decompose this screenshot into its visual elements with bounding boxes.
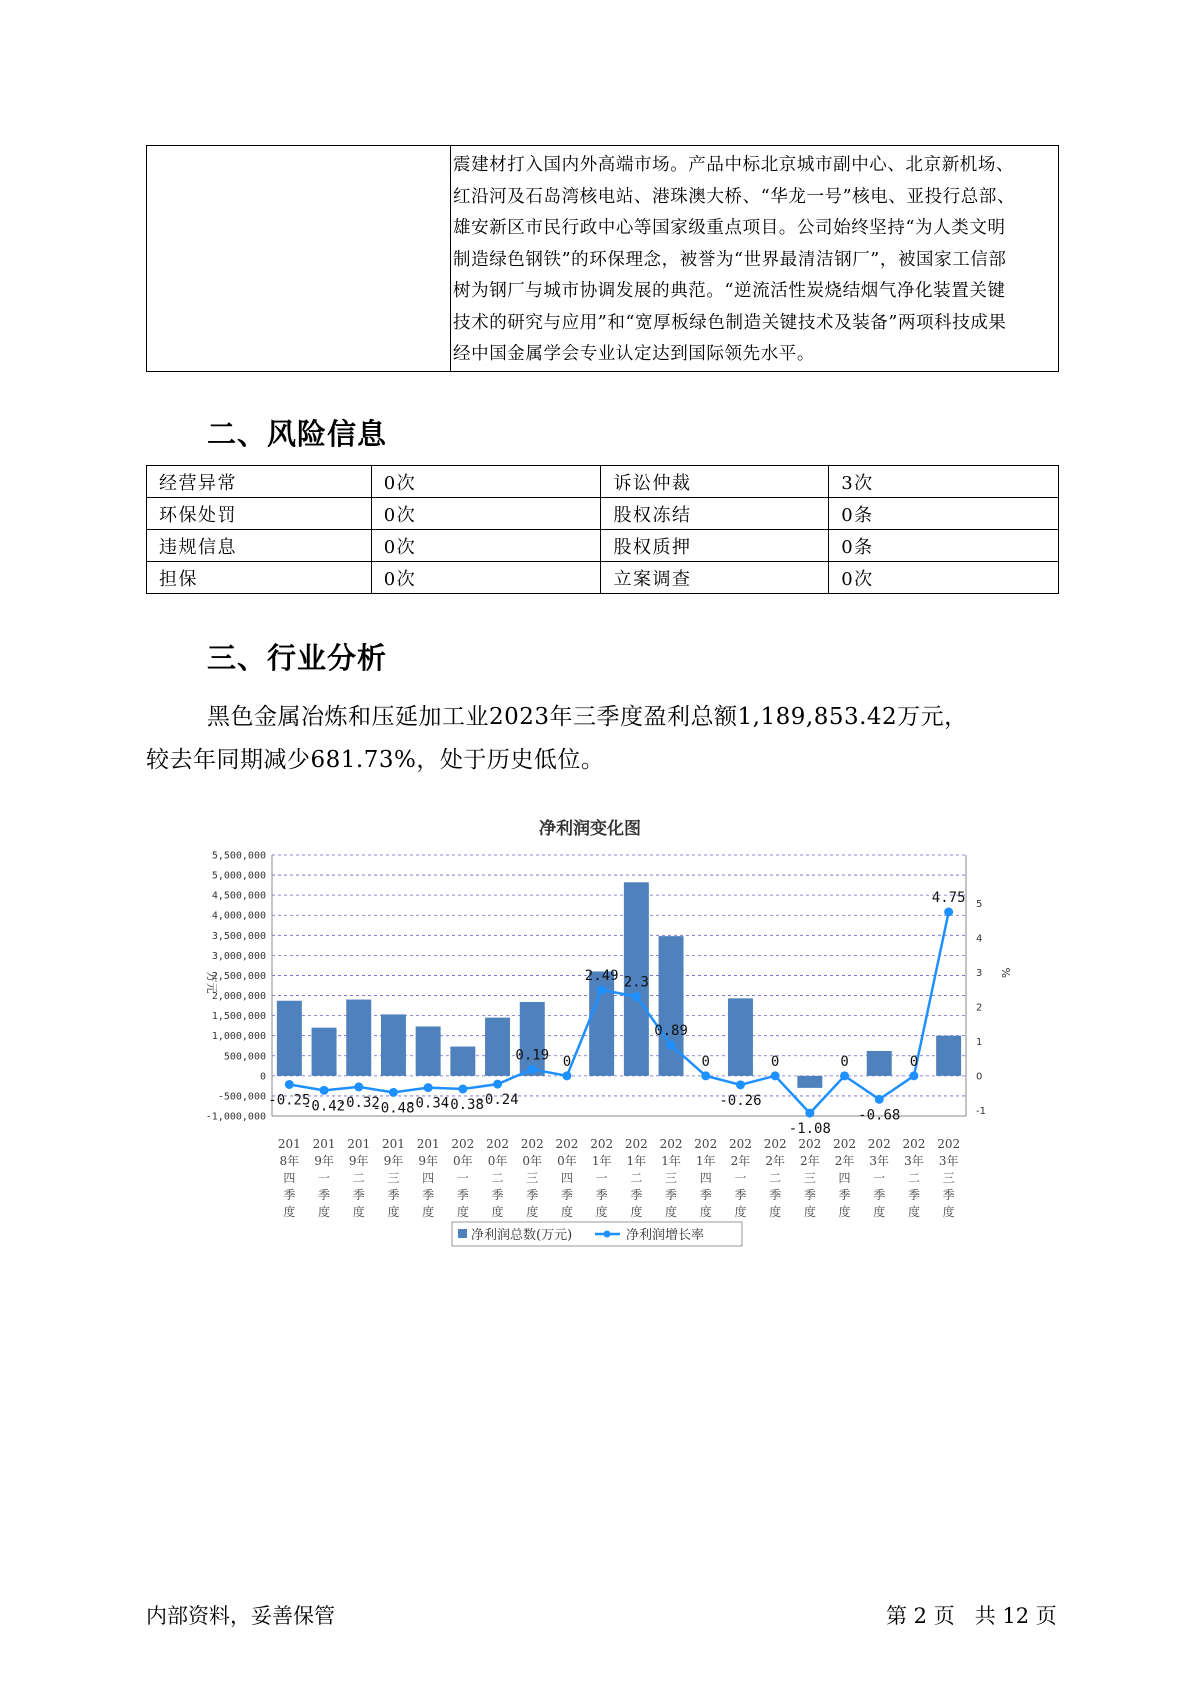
bar (520, 1002, 545, 1076)
data-label: -0.32 (337, 1094, 380, 1111)
bar (450, 1047, 475, 1076)
x-tick-label: 202 (937, 1137, 961, 1151)
x-tick-label: 季 (283, 1188, 296, 1202)
intro-line: 震建材打入国内外高端市场。产品中标北京城市副中心、北京新机场、 (453, 155, 1015, 175)
data-label: -1.08 (788, 1121, 831, 1138)
intro-line: 经中国金属学会专业认定达到国际领先水平。 (453, 344, 815, 364)
x-tick-label: 季 (456, 1188, 469, 1202)
x-tick-label: 季 (699, 1188, 712, 1202)
y-axis-label: 万元 (205, 971, 218, 994)
x-tick-label: 季 (630, 1188, 643, 1202)
x-tick-label: 202 (902, 1137, 926, 1151)
growth-point (840, 1071, 849, 1080)
y-tick-label: 1,000,000 (211, 1031, 266, 1043)
table-row (147, 562, 1059, 594)
x-tick-label: 一 (873, 1171, 886, 1185)
x-tick-label: 202 (867, 1137, 891, 1151)
x-tick-label: 三 (803, 1171, 816, 1185)
x-tick-label: 度 (595, 1205, 608, 1219)
bar (312, 1028, 337, 1076)
risk-value: 0次 (371, 562, 601, 594)
table-row (147, 498, 1059, 530)
x-tick-label: 202 (694, 1137, 718, 1151)
x-tick-label: 0年 (487, 1154, 508, 1168)
footer-confidential: 内部资料，妥善保管 (146, 1604, 335, 1628)
data-label: 0.19 (515, 1047, 550, 1064)
y-tick-label: 2,500,000 (211, 970, 266, 982)
data-label: -0.26 (719, 1092, 762, 1109)
growth-point (909, 1071, 918, 1080)
bar (381, 1014, 406, 1075)
x-tick-label: 四 (560, 1171, 573, 1185)
x-tick-label: 201 (277, 1137, 301, 1151)
risk-label: 担保 (147, 562, 372, 594)
x-tick-label: 9年 (418, 1154, 438, 1168)
x-tick-label: 202 (624, 1137, 648, 1151)
growth-point (667, 1041, 676, 1050)
growth-point (354, 1082, 363, 1091)
y-tick-label: 4,000,000 (211, 910, 266, 922)
x-tick-label: 202 (833, 1137, 857, 1151)
growth-point (771, 1071, 780, 1080)
x-tick-label: 202 (659, 1137, 683, 1151)
x-tick-label: 202 (728, 1137, 752, 1151)
x-tick-label: 一 (734, 1171, 747, 1185)
x-tick-label: 0年 (522, 1154, 543, 1168)
x-tick-label: 三 (387, 1171, 400, 1185)
y2-tick-label: 1 (976, 1036, 983, 1048)
growth-point (493, 1080, 502, 1089)
y-tick-label: 1,500,000 (211, 1011, 266, 1023)
data-label: 0 (909, 1053, 919, 1070)
table-row (147, 466, 1059, 498)
data-label: -0.48 (372, 1100, 415, 1117)
x-tick-label: 二 (491, 1171, 504, 1185)
bar (416, 1026, 441, 1075)
growth-point (424, 1083, 433, 1092)
x-tick-label: 季 (560, 1188, 573, 1202)
y2-tick-label: 0 (976, 1071, 983, 1083)
x-tick-label: 季 (491, 1188, 504, 1202)
bar (659, 936, 684, 1076)
x-tick-label: 度 (318, 1205, 331, 1219)
x-tick-label: 2年 (730, 1154, 751, 1168)
x-tick-label: 201 (347, 1137, 371, 1151)
intro-line: 红沿河及石岛湾核电站、港珠澳大桥、“华龙一号”核电、亚投行总部、 (453, 186, 1016, 207)
x-tick-label: 度 (769, 1205, 782, 1219)
intro-table (146, 145, 1059, 372)
x-tick-label: 1年 (661, 1154, 681, 1168)
legend-line-marker (604, 1231, 611, 1238)
growth-point (528, 1065, 537, 1074)
x-tick-label: 季 (769, 1188, 782, 1202)
y2-tick-label: 5 (976, 898, 983, 910)
data-label: -0.25 (268, 1092, 311, 1109)
x-tick-label: 202 (555, 1137, 579, 1151)
y-tick-label: 2,000,000 (211, 991, 266, 1003)
page-number: 第 2 页 共 12 页 (886, 1604, 1057, 1628)
x-tick-label: 季 (526, 1188, 539, 1202)
x-tick-label: 二 (907, 1171, 920, 1185)
net-profit-chart (190, 808, 1012, 1268)
data-label: -0.24 (476, 1092, 519, 1109)
x-tick-label: 0年 (453, 1154, 473, 1168)
growth-point (944, 907, 953, 916)
x-tick-label: 季 (873, 1188, 886, 1202)
x-tick-label: 度 (560, 1205, 573, 1219)
industry-paragraph-line1: 黑色金属冶炼和压延加工业2023年三季度盈利总额1,189,853.42万元， (207, 704, 968, 730)
risk-value: 0次 (829, 562, 1059, 594)
x-tick-label: 季 (907, 1188, 920, 1202)
y-tick-label: 5,000,000 (211, 870, 266, 882)
bar (346, 1000, 371, 1076)
growth-point (458, 1084, 467, 1093)
growth-point (701, 1071, 710, 1080)
x-tick-label: 度 (803, 1205, 816, 1219)
risk-label: 诉讼仲裁 (601, 466, 829, 498)
x-tick-label: 四 (283, 1171, 296, 1185)
y-tick-label: 0 (259, 1071, 266, 1083)
x-tick-label: 202 (590, 1137, 614, 1151)
intro-table-content-cell (453, 150, 1053, 371)
x-tick-label: 9年 (348, 1154, 369, 1168)
x-tick-label: 季 (387, 1188, 400, 1202)
intro-line: 技术的研究与应用”和“宽厚板绿色制造关键技术及装备”两项科技成果 (453, 312, 1007, 333)
x-tick-label: 2年 (834, 1154, 855, 1168)
chart-svg (190, 808, 1012, 1268)
x-tick-label: 一 (318, 1171, 331, 1185)
x-tick-label: 度 (456, 1205, 469, 1219)
x-tick-label: 季 (838, 1188, 851, 1202)
risk-label: 股权质押 (601, 530, 829, 562)
x-tick-label: 202 (451, 1137, 475, 1151)
risk-heading: 二、风险信息 (207, 417, 388, 451)
x-tick-label: 一 (456, 1171, 469, 1185)
x-tick-label: 度 (387, 1205, 400, 1219)
data-label: -0.38 (441, 1096, 484, 1113)
intro-line: 树为钢厂与城市协调发展的典范。“逆流活性炭烧结烟气净化装置关键 (453, 281, 1006, 301)
industry-heading: 三、行业分析 (207, 641, 388, 675)
legend-bar-label: 净利润总数(万元) (471, 1228, 573, 1243)
x-tick-label: 二 (630, 1171, 643, 1185)
x-tick-label: 三 (526, 1171, 539, 1185)
x-tick-label: 四 (422, 1171, 435, 1185)
growth-point (805, 1109, 814, 1118)
x-tick-label: 度 (907, 1205, 920, 1219)
x-tick-label: 季 (595, 1188, 608, 1202)
growth-point (736, 1080, 745, 1089)
x-tick-label: 季 (422, 1188, 435, 1202)
x-tick-label: 9年 (314, 1154, 334, 1168)
y2-tick-label: 3 (976, 967, 983, 979)
legend-bar-swatch (458, 1229, 467, 1238)
intro-line: 制造绿色钢铁”的环保理念，被誉为“世界最清洁钢厂”，被国家工信部 (453, 249, 1007, 270)
intro-line: 雄安新区市民行政中心等国家级重点项目。公司始终坚持“为人类文明 (453, 218, 1006, 238)
x-tick-label: 202 (798, 1137, 822, 1151)
data-label: 0 (701, 1053, 710, 1070)
growth-point (597, 985, 606, 994)
x-tick-label: 二 (769, 1171, 782, 1185)
x-tick-label: 202 (520, 1137, 544, 1151)
x-tick-label: 度 (491, 1205, 504, 1219)
x-tick-label: 季 (942, 1188, 955, 1202)
bar (797, 1076, 822, 1088)
x-tick-label: 三 (665, 1171, 678, 1185)
growth-point (875, 1095, 884, 1104)
y-tick-label: 3,500,000 (211, 930, 266, 942)
x-tick-label: 度 (873, 1205, 886, 1219)
x-tick-label: 度 (422, 1205, 435, 1219)
data-label: 2.49 (584, 967, 619, 984)
x-tick-label: 四 (699, 1171, 712, 1185)
bar (936, 1036, 961, 1076)
bar (867, 1051, 892, 1076)
y2-tick-label: 4 (976, 933, 983, 945)
growth-point (389, 1088, 398, 1097)
chart-title: 净利润变化图 (539, 819, 641, 839)
legend-line-label: 净利润增长率 (626, 1228, 705, 1243)
bar (485, 1018, 510, 1076)
bar (728, 998, 753, 1075)
x-tick-label: 季 (665, 1188, 678, 1202)
x-tick-label: 9年 (383, 1154, 404, 1168)
x-tick-label: 201 (381, 1137, 405, 1151)
risk-table (146, 465, 1059, 594)
y2-tick-label: -1 (976, 1105, 986, 1117)
table-row (147, 530, 1059, 562)
x-tick-label: 度 (283, 1205, 296, 1219)
y2-tick-label: 2 (976, 1002, 983, 1014)
x-tick-label: 201 (416, 1137, 440, 1151)
y-tick-label: -500,000 (217, 1091, 266, 1103)
data-label: -0.42 (302, 1098, 346, 1115)
x-tick-label: 202 (486, 1137, 510, 1151)
x-tick-label: 二 (352, 1171, 365, 1185)
risk-label: 经营异常 (147, 466, 372, 498)
growth-line (289, 912, 948, 1113)
x-tick-label: 季 (352, 1188, 365, 1202)
x-tick-label: 度 (838, 1205, 851, 1219)
x-tick-label: 2年 (765, 1154, 785, 1168)
risk-value: 0条 (829, 498, 1059, 530)
x-tick-label: 三 (942, 1171, 955, 1185)
growth-point (632, 992, 641, 1001)
x-tick-label: 8年 (279, 1154, 300, 1168)
bar (277, 1001, 302, 1076)
x-tick-label: 202 (763, 1137, 787, 1151)
x-tick-label: 1年 (695, 1154, 716, 1168)
growth-point (285, 1080, 294, 1089)
x-tick-label: 度 (734, 1205, 747, 1219)
risk-value: 3次 (829, 466, 1059, 498)
x-tick-label: 1年 (626, 1154, 647, 1168)
x-tick-label: 201 (312, 1137, 336, 1151)
y-tick-label: -1,000,000 (205, 1111, 266, 1123)
data-label: 0 (840, 1053, 849, 1070)
growth-point (562, 1071, 571, 1080)
x-tick-label: 3年 (869, 1154, 890, 1168)
x-tick-label: 度 (526, 1205, 539, 1219)
x-tick-label: 2年 (800, 1154, 820, 1168)
x-tick-label: 度 (699, 1205, 712, 1219)
data-label: 0.89 (654, 1023, 688, 1040)
risk-value: 0条 (829, 530, 1059, 562)
growth-point (320, 1086, 329, 1095)
risk-label: 违规信息 (147, 530, 372, 562)
risk-value: 0次 (371, 466, 601, 498)
x-tick-label: 度 (665, 1205, 678, 1219)
x-tick-label: 3年 (938, 1154, 959, 1168)
data-label: 0 (770, 1053, 780, 1070)
x-tick-label: 度 (942, 1205, 955, 1219)
data-label: 0 (562, 1053, 572, 1070)
x-tick-label: 度 (352, 1205, 365, 1219)
risk-label: 立案调查 (601, 562, 829, 594)
y-tick-label: 5,500,000 (211, 850, 266, 862)
x-tick-label: 1年 (591, 1154, 612, 1168)
x-tick-label: 3年 (904, 1154, 924, 1168)
data-label: 4.75 (931, 889, 966, 906)
risk-value: 0次 (371, 498, 601, 530)
x-tick-label: 季 (318, 1188, 331, 1202)
y2-axis-label: % (999, 967, 1012, 978)
x-tick-label: 季 (734, 1188, 747, 1202)
risk-label: 环保处罚 (147, 498, 372, 530)
data-label: 2.3 (623, 974, 649, 991)
x-tick-label: 一 (595, 1171, 608, 1185)
industry-paragraph-line2: 较去年同期减少681.73%，处于历史低位。 (146, 747, 605, 773)
risk-label: 股权冻结 (601, 498, 829, 530)
y-tick-label: 500,000 (223, 1051, 266, 1063)
data-label: -0.34 (407, 1095, 450, 1112)
data-label: -0.68 (858, 1107, 901, 1124)
x-tick-label: 季 (803, 1188, 816, 1202)
intro-table-label-cell (147, 146, 451, 371)
x-tick-label: 四 (838, 1171, 851, 1185)
risk-value: 0次 (371, 530, 601, 562)
x-tick-label: 度 (630, 1205, 643, 1219)
y-tick-label: 4,500,000 (211, 890, 266, 902)
x-tick-label: 0年 (557, 1154, 577, 1168)
y-tick-label: 3,000,000 (211, 950, 266, 962)
